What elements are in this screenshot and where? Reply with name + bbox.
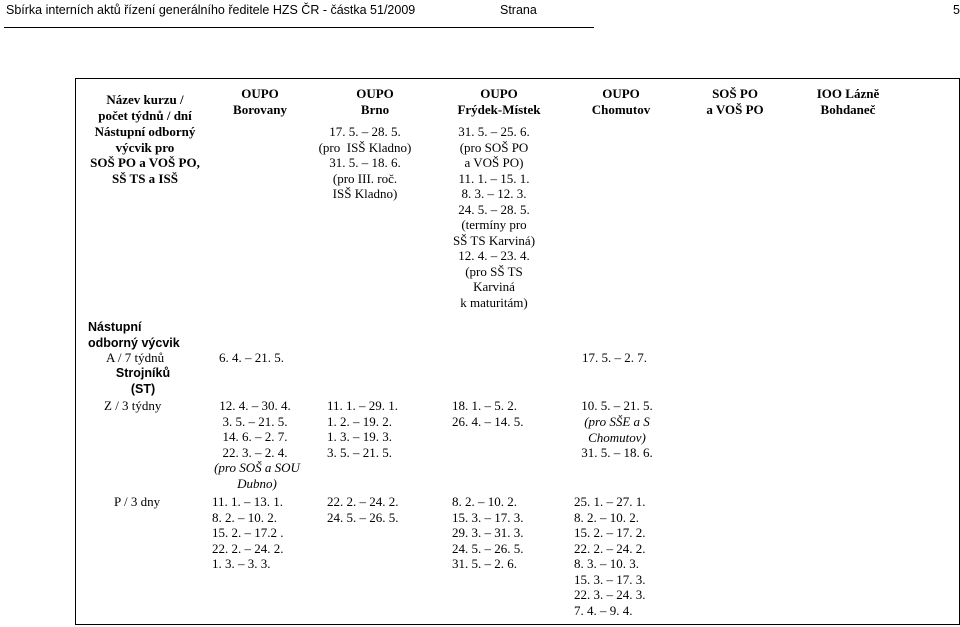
row-p-frydek: 8. 2. – 10. 2. 15. 3. – 17. 3. 29. 3. – 31. 3. 24. 5. – 26. 5. 31. 5. – 2. 6. xyxy=(452,494,524,571)
header-ioo: IOO Lázně Bohdaneč xyxy=(816,86,880,117)
header-rule xyxy=(4,27,594,28)
row-a-label: A / 7 týdnů xyxy=(106,350,165,365)
header-title: Sbírka interních aktů řízení generálního ředitele HZS ČR - částka 51/2009 xyxy=(6,3,416,17)
row1-label: Nástupní odborný výcvik pro SOŠ PO a VOŠ PO, SŠ TS a ISŠ xyxy=(90,124,200,186)
row-a-borovany: 6. 4. – 21. 5. xyxy=(219,350,284,365)
header-brno: OUPO Brno xyxy=(356,86,394,117)
row-z-brno: 11. 1. – 29. 1. 1. 2. – 19. 2. 1. 3. – 19. 3. 3. 5. – 21. 5. xyxy=(327,398,399,460)
table-top-border xyxy=(75,78,960,79)
row-z-borovany: 12. 4. – 30. 4. 3. 5. – 21. 5. 14. 6. – 2. 7. 22. 3. – 2. 4. xyxy=(219,398,291,460)
row-z-chomutov-note: (pro SŠE a S Chomutov) xyxy=(584,414,650,445)
row-p-borovany: 11. 1. – 13. 1. 8. 2. – 10. 2. 15. 2. – 17.2 . 22. 2. – 24. 2. 1. 3. – 3. 3. xyxy=(212,494,284,571)
table-bottom-border xyxy=(75,624,960,625)
strojniku-label: Strojníků (ST) xyxy=(115,366,171,396)
header-borovany: OUPO Borovany xyxy=(233,86,287,117)
row1-frydek: 31. 5. – 25. 6. (pro SOŠ PO a VOŠ PO) 11. 1. – 15. 1. 8. 3. – 12. 3. 24. 5. – 28. 5. (termíny pro SŠ TS Karviná) 12. 4. – 23. 4. (pro SŠ TS Karviná k maturitám) xyxy=(452,124,536,310)
row-z-chomutov-2: 31. 5. – 18. 6. xyxy=(581,445,653,460)
row-p-label: P / 3 dny xyxy=(114,494,161,509)
row-z-borovany-note: (pro SOŠ a SOU Dubno) xyxy=(214,460,300,491)
page-header xyxy=(0,0,960,20)
row-z-label: Z / 3 týdny xyxy=(104,398,162,413)
header-chomutov: OUPO Chomutov xyxy=(591,86,651,117)
row-p-brno: 22. 2. – 24. 2. 24. 5. – 26. 5. xyxy=(327,494,399,525)
row-p-chomutov: 25. 1. – 27. 1. 8. 2. – 10. 2. 15. 2. – 17. 2. 22. 2. – 24. 2. 8. 3. – 10. 3. 15. 3. – 17. 3. 22. 3. – 24. 3. 7. 4. – 9. 4. xyxy=(574,494,646,618)
row1-brno: 17. 5. – 28. 5. (pro ISŠ Kladno) 31. 5. – 18. 6. (pro III. roč. ISŠ Kladno) xyxy=(318,124,412,201)
row-z-chomutov: 10. 5. – 21. 5. xyxy=(581,398,653,413)
table-left-border xyxy=(75,78,76,624)
header-page-word: Strana xyxy=(500,3,537,17)
row-z-frydek: 18. 1. – 5. 2. 26. 4. – 14. 5. xyxy=(452,398,524,429)
section-label: Nástupní odborný výcvik xyxy=(88,320,180,350)
row-a-chomutov: 17. 5. – 2. 7. xyxy=(582,350,647,365)
header-sos-po: SOŠ PO a VOŠ PO xyxy=(706,86,764,117)
header-page-number: 5 xyxy=(953,3,960,17)
header-frydek: OUPO Frýdek-Místek xyxy=(457,86,541,117)
header-course: Název kurzu / počet týdnů / dní xyxy=(98,92,192,123)
